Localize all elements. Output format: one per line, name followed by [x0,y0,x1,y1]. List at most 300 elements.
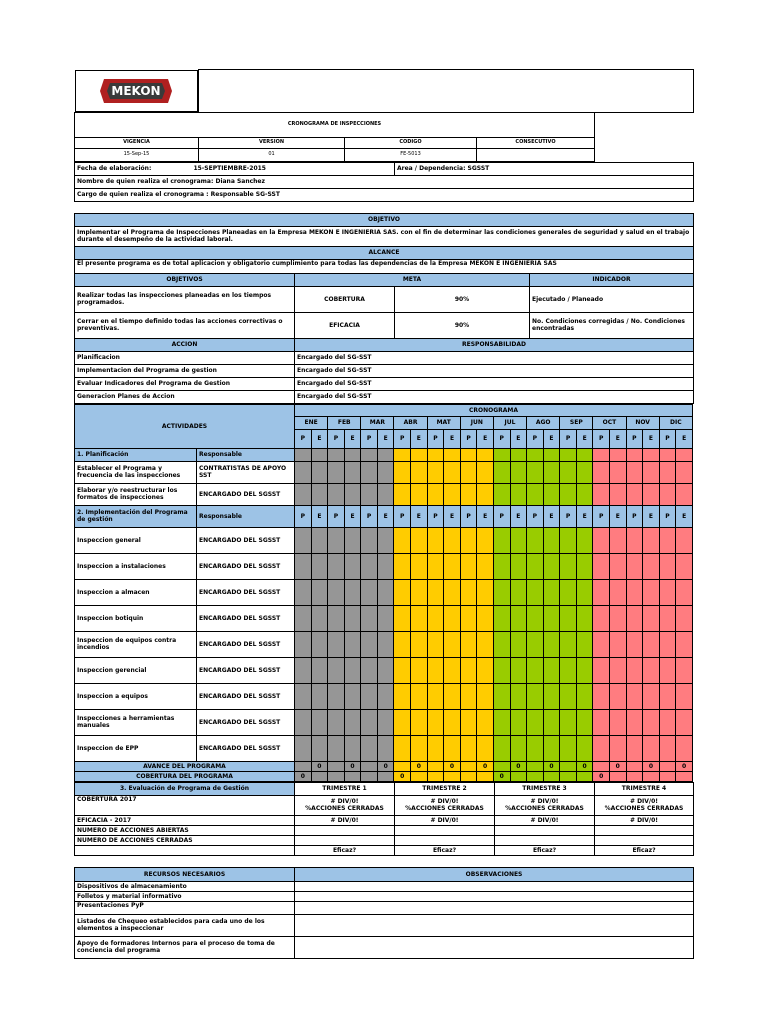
schedule-cell[interactable] [427,448,444,461]
schedule-cell[interactable] [394,527,411,553]
schedule-cell[interactable] [295,709,312,735]
schedule-cell[interactable] [311,579,328,605]
schedule-cell[interactable] [394,683,411,709]
schedule-cell[interactable] [593,631,610,657]
schedule-cell[interactable] [444,579,461,605]
schedule-cell[interactable] [643,657,660,683]
schedule-cell[interactable] [493,657,510,683]
schedule-cell[interactable] [328,448,345,461]
schedule-cell[interactable] [477,631,494,657]
schedule-cell[interactable] [427,483,444,505]
schedule-cell[interactable] [311,657,328,683]
schedule-cell[interactable] [576,448,593,461]
schedule-cell[interactable] [444,631,461,657]
schedule-cell[interactable] [510,735,527,761]
schedule-cell[interactable] [328,709,345,735]
schedule-cell[interactable] [361,461,378,483]
schedule-cell[interactable] [427,657,444,683]
schedule-cell[interactable] [643,709,660,735]
schedule-cell[interactable] [477,579,494,605]
schedule-cell[interactable] [477,553,494,579]
schedule-cell[interactable] [643,527,660,553]
schedule-cell[interactable] [659,631,676,657]
schedule-cell[interactable] [427,631,444,657]
schedule-cell[interactable] [676,579,693,605]
schedule-cell[interactable] [609,605,626,631]
schedule-cell[interactable] [543,483,560,505]
schedule-cell[interactable] [295,579,312,605]
schedule-cell[interactable] [676,605,693,631]
schedule-cell[interactable] [560,657,577,683]
schedule-cell[interactable] [626,709,643,735]
schedule-cell[interactable] [527,448,544,461]
schedule-cell[interactable] [377,461,394,483]
schedule-cell[interactable] [609,709,626,735]
schedule-cell[interactable] [576,631,593,657]
accion-header: ACCION [75,338,295,351]
schedule-cell[interactable] [295,527,312,553]
schedule-cell[interactable] [543,709,560,735]
eficacia-cell: # DIV/0! [395,815,495,825]
schedule-cell[interactable] [295,605,312,631]
schedule-cell[interactable] [510,605,527,631]
schedule-cell[interactable] [311,605,328,631]
schedule-cell[interactable] [328,735,345,761]
schedule-cell[interactable] [560,605,577,631]
schedule-cell[interactable] [361,605,378,631]
schedule-cell[interactable] [361,579,378,605]
schedule-cell[interactable] [361,631,378,657]
schedule-cell[interactable] [411,553,428,579]
schedule-cell[interactable] [444,483,461,505]
schedule-cell[interactable] [593,605,610,631]
schedule-cell[interactable] [477,683,494,709]
schedule-cell[interactable] [361,657,378,683]
schedule-cell[interactable] [676,527,693,553]
schedule-cell[interactable] [444,683,461,709]
schedule-cell[interactable] [576,657,593,683]
schedule-cell[interactable] [659,461,676,483]
schedule-cell[interactable] [593,735,610,761]
schedule-cell[interactable] [543,461,560,483]
schedule-cell[interactable] [493,448,510,461]
schedule-cell[interactable] [560,461,577,483]
schedule-cell[interactable] [311,709,328,735]
schedule-cell[interactable] [527,709,544,735]
schedule-cell[interactable] [460,683,477,709]
schedule-cell[interactable] [543,605,560,631]
schedule-cell[interactable] [609,683,626,709]
schedule-cell[interactable] [377,553,394,579]
schedule-cell[interactable] [295,735,312,761]
schedule-cell[interactable] [427,709,444,735]
schedule-cell[interactable] [377,579,394,605]
schedule-cell[interactable] [394,579,411,605]
schedule-cell[interactable] [626,527,643,553]
schedule-cell[interactable] [609,735,626,761]
p-cell: P [295,429,312,448]
schedule-cell[interactable] [510,683,527,709]
schedule-cell[interactable] [676,709,693,735]
schedule-cell[interactable] [543,683,560,709]
schedule-cell[interactable] [609,553,626,579]
schedule-cell[interactable] [328,553,345,579]
schedule-cell[interactable] [311,483,328,505]
schedule-cell[interactable] [676,631,693,657]
schedule-cell[interactable] [295,657,312,683]
schedule-cell[interactable] [295,483,312,505]
schedule-cell[interactable] [427,735,444,761]
schedule-cell[interactable] [311,553,328,579]
schedule-cell[interactable] [560,527,577,553]
schedule-cell[interactable] [493,553,510,579]
schedule-cell[interactable] [543,553,560,579]
schedule-cell[interactable] [543,527,560,553]
schedule-cell[interactable] [427,527,444,553]
schedule-cell[interactable] [659,605,676,631]
schedule-cell[interactable] [328,483,345,505]
cargo-row: Cargo de quien realiza el cronograma : Responsable SG-SST [75,188,694,201]
schedule-cell[interactable] [477,709,494,735]
schedule-cell[interactable] [328,631,345,657]
schedule-cell[interactable] [609,527,626,553]
schedule-cell[interactable] [626,461,643,483]
schedule-cell[interactable] [676,553,693,579]
schedule-cell[interactable] [377,735,394,761]
schedule-cell[interactable] [311,448,328,461]
schedule-cell[interactable] [311,461,328,483]
schedule-cell[interactable] [626,579,643,605]
schedule-cell[interactable] [510,483,527,505]
schedule-cell[interactable] [361,683,378,709]
schedule-cell[interactable] [477,605,494,631]
schedule-cell[interactable] [626,448,643,461]
schedule-cell[interactable] [643,461,660,483]
schedule-cell[interactable] [493,683,510,709]
schedule-cell[interactable] [493,579,510,605]
schedule-cell[interactable] [477,735,494,761]
schedule-cell[interactable] [328,605,345,631]
schedule-cell[interactable] [411,579,428,605]
schedule-cell[interactable] [377,709,394,735]
schedule-cell[interactable] [411,631,428,657]
schedule-cell[interactable] [576,527,593,553]
schedule-cell[interactable] [295,631,312,657]
schedule-cell[interactable] [576,605,593,631]
schedule-cell[interactable] [493,605,510,631]
schedule-cell[interactable] [328,657,345,683]
schedule-cell[interactable] [626,657,643,683]
schedule-cell[interactable] [344,709,361,735]
schedule-cell[interactable] [444,553,461,579]
schedule-cell[interactable] [361,553,378,579]
schedule-cell[interactable] [328,527,345,553]
schedule-cell[interactable] [460,631,477,657]
schedule-cell[interactable] [411,657,428,683]
schedule-cell[interactable] [659,683,676,709]
schedule-cell[interactable] [394,657,411,683]
schedule-cell[interactable] [593,683,610,709]
schedule-cell[interactable] [527,527,544,553]
schedule-cell[interactable] [510,657,527,683]
schedule-cell[interactable] [344,605,361,631]
schedule-cell[interactable] [394,631,411,657]
schedule-cell[interactable] [394,461,411,483]
schedule-cell[interactable] [676,683,693,709]
schedule-cell[interactable] [427,605,444,631]
schedule-cell[interactable] [377,657,394,683]
schedule-cell[interactable] [576,483,593,505]
schedule-cell[interactable] [295,683,312,709]
schedule-cell[interactable] [444,657,461,683]
schedule-cell[interactable] [493,527,510,553]
schedule-cell[interactable] [344,683,361,709]
schedule-cell[interactable] [560,709,577,735]
schedule-cell[interactable] [576,735,593,761]
schedule-cell[interactable] [493,483,510,505]
schedule-cell[interactable] [460,527,477,553]
schedule-cell[interactable] [527,605,544,631]
schedule-cell[interactable] [643,448,660,461]
schedule-cell[interactable] [295,553,312,579]
cobertura-value: 0 [493,771,510,781]
schedule-cell[interactable] [427,553,444,579]
schedule-cell[interactable] [659,527,676,553]
schedule-cell[interactable] [493,735,510,761]
schedule-cell[interactable] [477,461,494,483]
schedule-cell[interactable] [361,527,378,553]
schedule-cell[interactable] [344,631,361,657]
schedule-cell[interactable] [411,683,428,709]
schedule-cell[interactable] [377,448,394,461]
schedule-cell[interactable] [460,579,477,605]
schedule-cell[interactable] [593,579,610,605]
schedule-cell[interactable] [510,631,527,657]
schedule-cell[interactable] [361,709,378,735]
schedule-cell[interactable] [543,579,560,605]
schedule-cell[interactable] [626,483,643,505]
avance-value: 0 [576,761,593,771]
schedule-cell[interactable] [411,709,428,735]
schedule-cell[interactable] [643,683,660,709]
schedule-cell[interactable] [527,483,544,505]
schedule-cell[interactable] [659,448,676,461]
schedule-cell[interactable] [676,448,693,461]
schedule-cell[interactable] [510,579,527,605]
schedule-cell[interactable] [394,709,411,735]
schedule-cell[interactable] [444,527,461,553]
schedule-cell[interactable] [411,605,428,631]
schedule-cell[interactable] [510,709,527,735]
schedule-cell[interactable] [510,461,527,483]
schedule-cell[interactable] [361,483,378,505]
schedule-cell[interactable] [543,735,560,761]
schedule-cell[interactable] [493,631,510,657]
schedule-cell[interactable] [427,683,444,709]
schedule-cell[interactable] [659,579,676,605]
schedule-cell[interactable] [527,657,544,683]
schedule-cell[interactable] [344,483,361,505]
schedule-cell[interactable] [626,553,643,579]
recurso-item: Listados de Chequeo establecidos para cada uno de los elementos a inspeccionar [75,914,295,936]
schedule-cell[interactable] [444,605,461,631]
schedule-cell[interactable] [394,448,411,461]
schedule-cell[interactable] [444,735,461,761]
schedule-cell[interactable] [477,657,494,683]
schedule-cell[interactable] [593,527,610,553]
schedule-cell[interactable] [477,527,494,553]
schedule-cell[interactable] [394,553,411,579]
schedule-cell[interactable] [609,657,626,683]
schedule-cell[interactable] [527,631,544,657]
schedule-cell[interactable] [493,709,510,735]
schedule-cell[interactable] [676,483,693,505]
schedule-cell[interactable] [477,483,494,505]
schedule-cell[interactable] [609,448,626,461]
schedule-cell[interactable] [460,461,477,483]
schedule-cell[interactable] [643,735,660,761]
schedule-cell[interactable] [609,579,626,605]
schedule-cell[interactable] [311,631,328,657]
schedule-cell[interactable] [394,735,411,761]
avance-value: 0 [477,761,494,771]
schedule-cell[interactable] [593,448,610,461]
schedule-cell[interactable] [676,461,693,483]
schedule-cell[interactable] [444,709,461,735]
schedule-cell[interactable] [377,605,394,631]
schedule-cell[interactable] [659,483,676,505]
schedule-cell[interactable] [643,579,660,605]
schedule-cell[interactable] [609,483,626,505]
schedule-cell[interactable] [626,605,643,631]
schedule-cell[interactable] [576,461,593,483]
schedule-cell[interactable] [328,579,345,605]
schedule-cell[interactable] [576,553,593,579]
schedule-cell[interactable] [527,553,544,579]
schedule-cell[interactable] [411,527,428,553]
schedule-cell[interactable] [344,657,361,683]
schedule-cell[interactable] [593,483,610,505]
schedule-cell[interactable] [527,735,544,761]
schedule-cell[interactable] [576,579,593,605]
schedule-cell[interactable] [477,448,494,461]
schedule-cell[interactable] [460,709,477,735]
schedule-cell[interactable] [543,448,560,461]
schedule-cell[interactable] [560,579,577,605]
p-cell: P [560,429,577,448]
schedule-cell[interactable] [344,553,361,579]
schedule-cell[interactable] [659,657,676,683]
schedule-cell[interactable] [643,483,660,505]
schedule-cell[interactable] [560,631,577,657]
schedule-cell[interactable] [460,735,477,761]
schedule-cell[interactable] [411,735,428,761]
schedule-cell[interactable] [328,683,345,709]
schedule-cell[interactable] [527,683,544,709]
schedule-cell[interactable] [427,461,444,483]
schedule-cell[interactable] [626,683,643,709]
schedule-cell[interactable] [427,579,444,605]
schedule-cell[interactable] [560,553,577,579]
schedule-cell[interactable] [344,448,361,461]
schedule-cell[interactable] [460,448,477,461]
schedule-cell[interactable] [377,483,394,505]
schedule-cell[interactable] [560,448,577,461]
schedule-cell[interactable] [377,631,394,657]
recurso-item: Folletos y material informativo [75,891,295,901]
schedule-cell[interactable] [609,461,626,483]
schedule-cell[interactable] [676,657,693,683]
schedule-cell[interactable] [626,631,643,657]
schedule-cell[interactable] [394,605,411,631]
activity-row [75,657,693,683]
schedule-cell[interactable] [510,553,527,579]
schedule-cell[interactable] [394,483,411,505]
schedule-cell[interactable] [295,461,312,483]
schedule-cell[interactable] [377,683,394,709]
schedule-cell[interactable] [411,448,428,461]
schedule-cell[interactable] [626,735,643,761]
schedule-cell[interactable] [311,735,328,761]
schedule-cell[interactable] [311,527,328,553]
schedule-cell[interactable] [411,461,428,483]
schedule-cell[interactable] [460,605,477,631]
schedule-cell[interactable] [510,448,527,461]
schedule-cell[interactable] [361,448,378,461]
schedule-cell[interactable] [643,631,660,657]
schedule-cell[interactable] [609,631,626,657]
schedule-cell[interactable] [659,553,676,579]
schedule-cell[interactable] [659,709,676,735]
schedule-cell[interactable] [460,553,477,579]
schedule-cell[interactable] [344,527,361,553]
schedule-cell[interactable] [659,735,676,761]
schedule-cell[interactable] [444,448,461,461]
schedule-cell[interactable] [643,553,660,579]
schedule-cell[interactable] [328,461,345,483]
schedule-cell[interactable] [460,657,477,683]
section-2-title-row [75,505,693,527]
schedule-cell[interactable] [444,461,461,483]
schedule-cell[interactable] [560,735,577,761]
schedule-cell[interactable] [527,579,544,605]
schedule-cell[interactable] [593,553,610,579]
schedule-cell[interactable] [676,735,693,761]
schedule-cell[interactable] [411,483,428,505]
schedule-cell[interactable] [643,605,660,631]
schedule-cell[interactable] [510,527,527,553]
schedule-cell[interactable] [527,461,544,483]
schedule-cell[interactable] [576,709,593,735]
schedule-cell[interactable] [593,657,610,683]
schedule-cell[interactable] [543,631,560,657]
schedule-cell[interactable] [493,461,510,483]
schedule-cell[interactable] [593,461,610,483]
schedule-cell[interactable] [593,709,610,735]
schedule-cell[interactable] [560,683,577,709]
schedule-cell[interactable] [543,657,560,683]
schedule-cell[interactable] [295,448,312,461]
schedule-cell[interactable] [311,683,328,709]
schedule-cell[interactable] [576,683,593,709]
schedule-cell[interactable] [361,735,378,761]
schedule-cell[interactable] [560,483,577,505]
schedule-cell[interactable] [344,735,361,761]
schedule-cell[interactable] [344,461,361,483]
schedule-cell[interactable] [460,483,477,505]
schedule-cell[interactable] [377,527,394,553]
schedule-cell[interactable] [344,579,361,605]
